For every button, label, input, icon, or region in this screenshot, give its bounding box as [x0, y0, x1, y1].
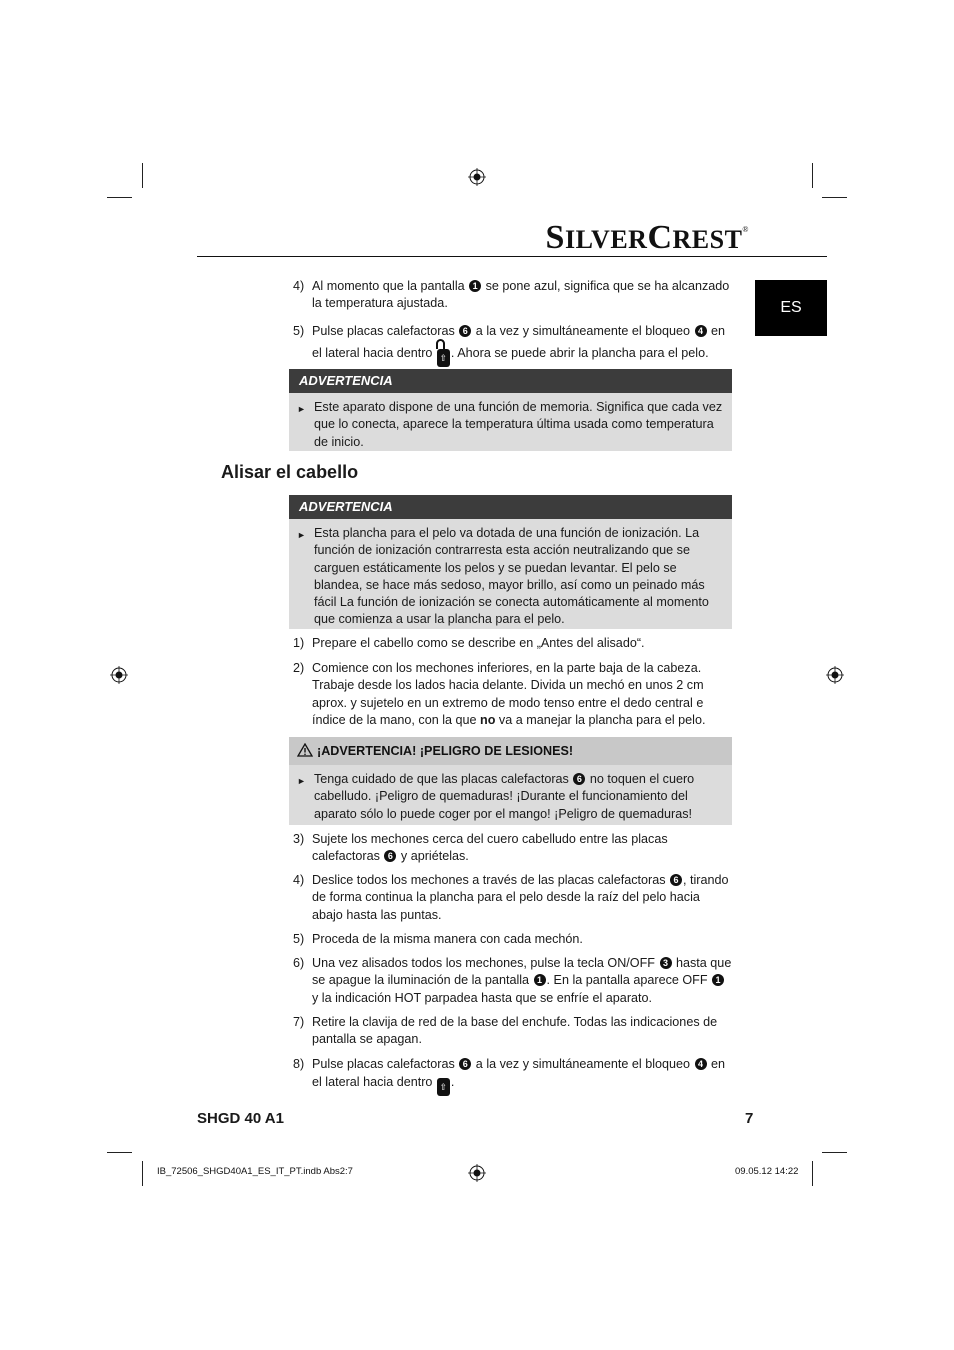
crop-mark	[107, 197, 132, 198]
print-slug-file: IB_72506_SHGD40A1_ES_IT_PT.indb Abs2:7	[157, 1166, 353, 1177]
print-slug-date: 09.05.12 14:22	[735, 1166, 799, 1177]
crop-mark	[812, 163, 813, 188]
registration-mark-icon	[826, 666, 844, 684]
warning-triangle-icon	[297, 743, 313, 757]
ref-number-icon: 1	[712, 974, 724, 986]
crop-mark	[822, 1152, 847, 1153]
unlock-icon: ⇧	[437, 349, 450, 367]
warning-header: ADVERTENCIA	[289, 369, 732, 393]
list-item: 4) Al momento que la pantalla 1 se pone azul, significa que se ha alcanzado la temperatura ajustada.	[293, 279, 730, 311]
brand-logo: SILVERCREST®	[545, 219, 749, 256]
danger-header: ¡ADVERTENCIA! ¡PELIGRO DE LESIONES!	[289, 737, 732, 765]
ref-number-icon: 6	[573, 773, 585, 785]
list-item: 6) Una vez alisados todos los mechones, pulse la tecla ON/OFF 3 hasta que se apague la iluminación de la pantalla 1 . En la pantalla aparece OFF 1 y la indicación HOT parpadea hasta que se enfríe el aparato.	[293, 956, 732, 1005]
list-item: 3) Sujete los mechones cerca del cuero cabelludo entre las placas calefactoras 6 y apriételas.	[293, 832, 668, 864]
section-title: Alisar el cabello	[221, 462, 359, 482]
ref-number-icon: 6	[670, 874, 682, 886]
list-item: 5) Proceda de la misma manera con cada mechón.	[293, 932, 583, 946]
crop-mark	[107, 1152, 132, 1153]
registration-mark-icon	[468, 1164, 486, 1182]
ref-number-icon: 4	[695, 1058, 707, 1070]
list-item: 2) Comience con los mechones inferiores, en la parte baja de la cabeza. Trabaje desde los lados hacia delante. Divida un mechó en unos 2 cm aprox. y sujetelo en un extremo de modo tenso entre el dedo central e índice de la mano, con la que no va a manejar la plancha para el pelo.	[293, 661, 706, 727]
language-tab: ES	[755, 280, 827, 336]
list-item: 7) Retire la clavija de red de la base del enchufe. Todas las indicaciones de pantalla se apagan.	[293, 1015, 718, 1047]
ref-number-icon: 4	[695, 325, 707, 337]
page-number: 7	[745, 1110, 754, 1127]
ref-number-icon: 6	[384, 850, 396, 862]
list-item: 4) Deslice todos los mechones a través de las placas calefactoras 6 , tirando de forma continua la plancha para el pelo desde la raíz del pelo hacia abajo hasta las puntas.	[293, 873, 729, 922]
registration-mark-icon	[468, 168, 486, 186]
arrow-icon: ►	[297, 404, 306, 414]
list-item: 5) Pulse placas calefactoras 6 a la vez y simultáneamente el bloqueo 4 en el lateral hacia dentro ⇧ . Ahora se puede abrir la plancha para el pelo.	[293, 320, 733, 367]
header-rule	[197, 256, 827, 257]
ref-number-icon: 1	[469, 280, 481, 292]
registration-mark-icon	[110, 666, 128, 684]
warning-body: ► Este aparato dispone de una función de memoria. Significa que cada vez que lo conecta, aparece la temperatura última usada como temperatura de inicio.	[289, 393, 732, 451]
danger-body: ► Tenga cuidado de que las placas calefactoras 6 no toquen el cuero cabelludo. ¡Peligro de quemaduras! ¡Durante el funcionamiento del aparato sólo lo puede coger por el mango! ¡Peligro de quemaduras!	[289, 765, 732, 825]
crop-mark	[142, 163, 143, 188]
ref-number-icon: 1	[534, 974, 546, 986]
crop-mark	[812, 1161, 813, 1186]
lock-icon: ⇧	[437, 1078, 450, 1096]
crop-mark	[822, 197, 847, 198]
list-item: 1) Prepare el cabello como se describe en „Antes del alisado“.	[293, 636, 645, 650]
warning-header: ADVERTENCIA	[289, 495, 732, 519]
arrow-icon: ►	[297, 776, 306, 786]
footer-model: SHGD 40 A1	[197, 1110, 284, 1127]
ref-number-icon: 3	[660, 957, 672, 969]
warning-body: ► Esta plancha para el pelo va dotada de una función de ionización. La función de ionización contrarresta esta acción neutralizando que se carguen estáticamente los pelos y se puedan levantar. El pelo se blandea, se hace más sedoso, mayor brillo, así como un peinado más fácil La función de ionización se conecta automáticamente al momento que comienza a usar la plancha para el pelo.	[289, 519, 732, 629]
arrow-icon: ►	[297, 530, 306, 540]
crop-mark	[142, 1161, 143, 1186]
ref-number-icon: 6	[459, 1058, 471, 1070]
ref-number-icon: 6	[459, 325, 471, 337]
list-item: 8) Pulse placas calefactoras 6 a la vez y simultáneamente el bloqueo 4 en el lateral hacia dentro ⇧ .	[293, 1055, 733, 1096]
